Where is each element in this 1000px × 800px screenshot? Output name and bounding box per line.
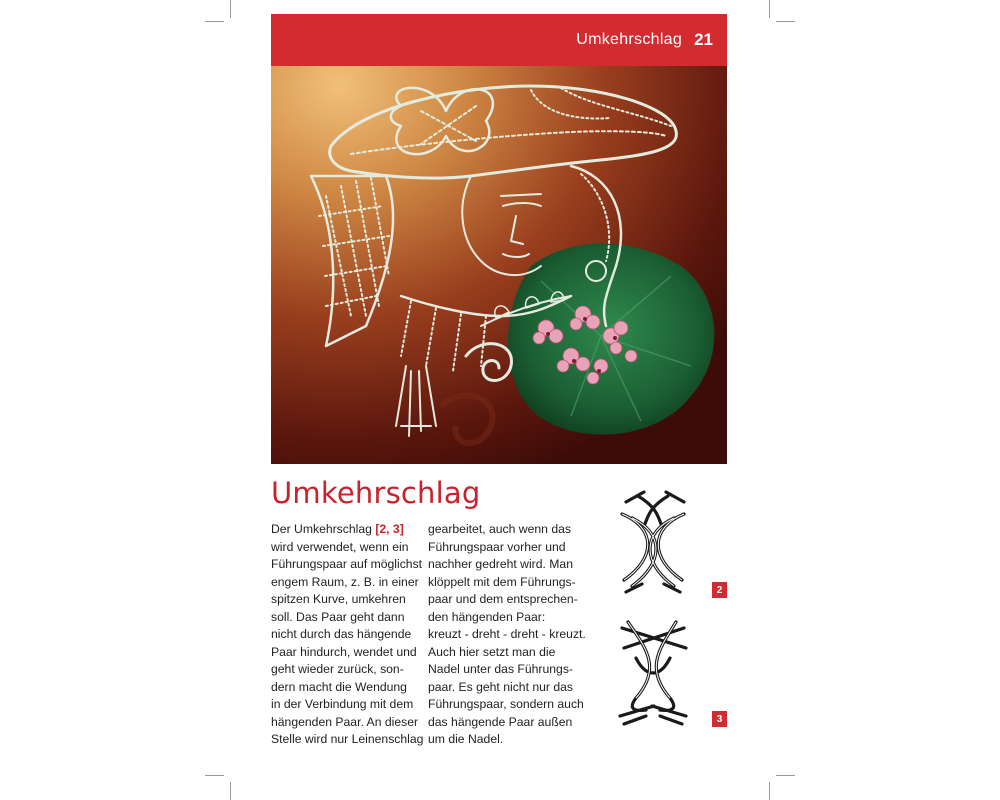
crop-mark	[769, 0, 770, 18]
thread-cross-twist-diagram-icon	[616, 488, 691, 598]
crop-mark	[769, 782, 770, 800]
body-line: dern macht die Wendung	[271, 679, 407, 694]
body-line: gearbeitet, auch wenn das	[428, 522, 571, 536]
body-line-text: Der Umkehrschlag	[271, 522, 376, 536]
section-heading: Umkehrschlag	[271, 476, 481, 510]
crop-mark	[205, 21, 224, 22]
body-line: Führungspaar vorher und	[428, 539, 566, 554]
body-line: den hängenden Paar:	[428, 609, 546, 624]
lace-photo	[271, 66, 727, 464]
figure-reference: [2, 3]	[375, 522, 404, 536]
body-line: engem Raum, z. B. in einer	[271, 574, 419, 589]
body-line: Führungspaar auf möglichst	[271, 557, 423, 571]
page-number: 21	[694, 30, 713, 49]
figure-3-badge: 3	[712, 711, 727, 727]
body-line: paar. Es geht nicht nur das	[428, 679, 573, 694]
body-line: Führungspaar, sondern auch	[428, 697, 584, 711]
body-line: nicht durch das hängende	[271, 627, 412, 641]
bobbin-lace-woman-with-flowers-photo	[271, 66, 727, 464]
crop-mark	[205, 775, 224, 776]
page-header	[271, 14, 727, 66]
body-line: wird verwendet, wenn ein	[271, 539, 409, 554]
body-line: klöppelt mit dem Führungs-	[428, 574, 576, 589]
body-line: Auch hier setzt man die	[428, 644, 556, 659]
body-line: geht wieder zurück, son-	[271, 662, 404, 676]
crop-mark	[230, 782, 231, 800]
body-line: in der Verbindung mit dem	[271, 697, 414, 711]
body-line	[271, 521, 421, 539]
crop-mark	[776, 21, 795, 22]
crop-mark	[230, 0, 231, 18]
body-line: Nadel unter das Führungs-	[428, 662, 573, 676]
body-line: das hängende Paar außen	[428, 714, 573, 729]
body-text-column-1	[271, 521, 424, 749]
body-line: soll. Das Paar geht dann	[271, 609, 405, 624]
body-line: hängenden Paar. An dieser	[271, 714, 419, 729]
body-line: um die Nadel.	[428, 732, 504, 746]
body-line: kreuzt - dreht - dreht - kreuzt.	[428, 627, 586, 641]
crop-mark	[776, 775, 795, 776]
body-text-column-2	[428, 521, 588, 749]
thread-turnaround-diagram-icon	[616, 618, 691, 728]
figure-2-badge: 2	[712, 582, 727, 598]
body-line: paar und dem entsprechen-	[428, 592, 578, 606]
body-line: Stelle wird nur Leinenschlag	[271, 732, 424, 746]
body-line: nachher gedreht wird. Man	[428, 557, 573, 571]
body-line: Paar hindurch, wendet und	[271, 644, 417, 659]
body-line: spitzen Kurve, umkehren	[271, 592, 406, 606]
running-title: Umkehrschlag	[576, 31, 683, 48]
book-page	[271, 14, 727, 774]
